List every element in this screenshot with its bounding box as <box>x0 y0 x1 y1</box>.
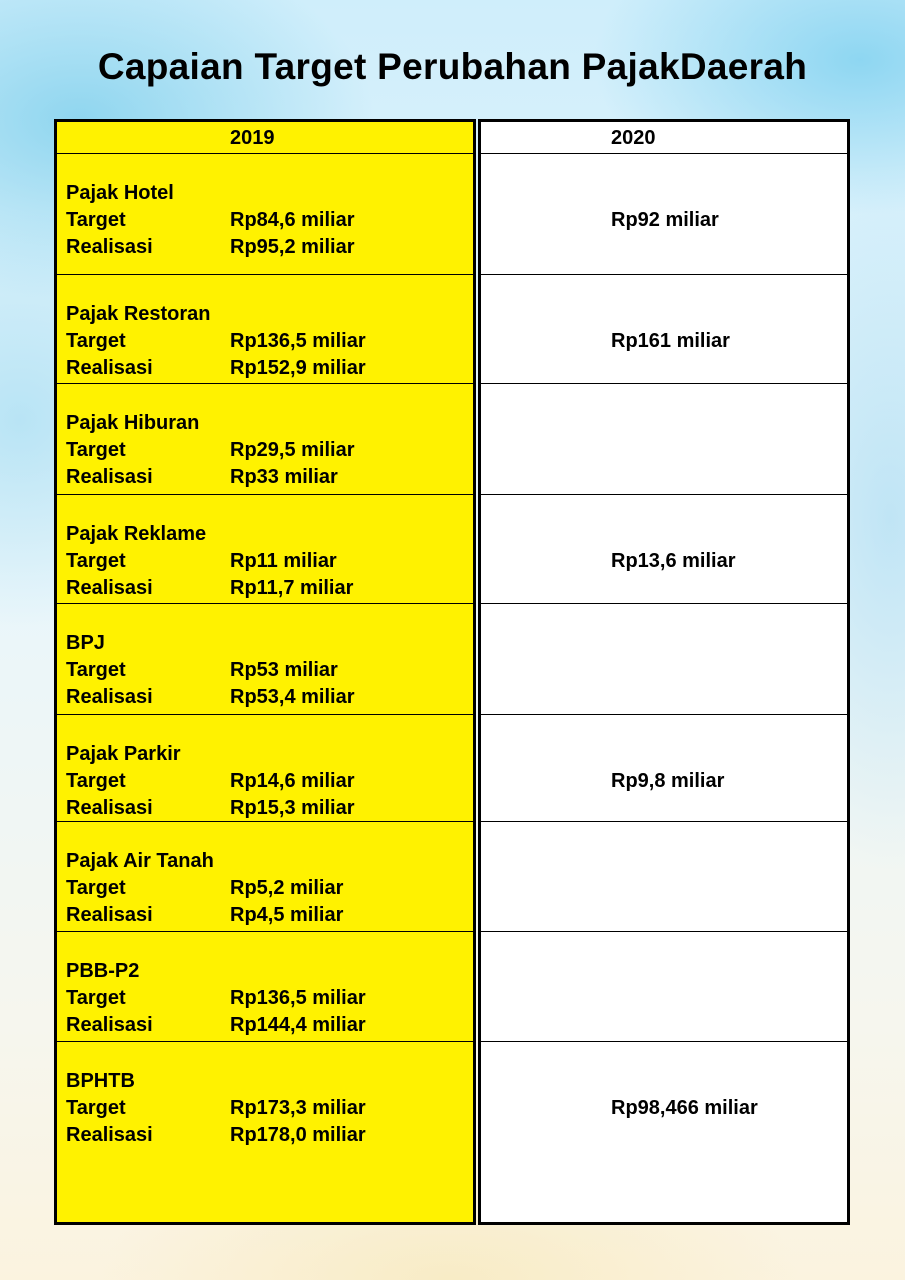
realisasi-row <box>66 465 338 489</box>
target-label: Target <box>66 770 126 792</box>
column-2020 <box>478 119 850 1225</box>
target-value: Rp136,5 miliar <box>230 987 366 1009</box>
column-2019 <box>54 119 476 1225</box>
tax-name: Pajak Parkir <box>66 743 181 765</box>
value-2020: Rp9,8 miliar <box>611 770 725 792</box>
realisasi-row <box>66 1123 366 1147</box>
table-cell-2019 <box>57 932 473 1042</box>
target-value: Rp14,6 miliar <box>230 770 355 792</box>
target-value: Rp173,3 miliar <box>230 1097 366 1119</box>
realisasi-row <box>66 903 343 927</box>
table-cell-2020 <box>481 154 847 275</box>
value-2020: Rp98,466 miliar <box>611 1097 758 1119</box>
target-row <box>66 658 338 682</box>
target-row <box>66 769 355 793</box>
realisasi-row <box>66 356 366 380</box>
realisasi-value: Rp53,4 miliar <box>230 686 355 708</box>
value-2020: Rp13,6 miliar <box>611 550 736 572</box>
target-row <box>66 1096 366 1120</box>
table-cell-2019 <box>57 822 473 932</box>
target-row <box>66 549 337 573</box>
table-cell-2019 <box>57 715 473 822</box>
target-label: Target <box>66 877 126 899</box>
target-row <box>66 329 366 353</box>
tax-name: Pajak Air Tanah <box>66 850 214 872</box>
table-cell-2019 <box>57 384 473 495</box>
realisasi-label: Realisasi <box>66 904 153 926</box>
target-value: Rp136,5 miliar <box>230 330 366 352</box>
target-label: Target <box>66 659 126 681</box>
realisasi-label: Realisasi <box>66 797 153 819</box>
page-title: Capaian Target Perubahan PajakDaerah <box>97 46 808 87</box>
realisasi-value: Rp15,3 miliar <box>230 797 355 819</box>
tax-name: Pajak Hotel <box>66 182 174 204</box>
tax-name: BPHTB <box>66 1070 135 1092</box>
target-label: Target <box>66 209 126 231</box>
realisasi-row <box>66 235 355 259</box>
table-cell-2019 <box>57 495 473 604</box>
target-label: Target <box>66 330 126 352</box>
realisasi-value: Rp95,2 miliar <box>230 236 355 258</box>
realisasi-value: Rp152,9 miliar <box>230 357 366 379</box>
table-cell-2019 <box>57 1042 473 1222</box>
table-cell-2020 <box>481 822 847 932</box>
table-cell-2019 <box>57 154 473 275</box>
target-value: Rp84,6 miliar <box>230 209 355 231</box>
table-cell-2019 <box>57 275 473 384</box>
realisasi-value: Rp11,7 miliar <box>230 577 354 599</box>
realisasi-label: Realisasi <box>66 357 153 379</box>
realisasi-value: Rp33 miliar <box>230 466 338 488</box>
target-label: Target <box>66 550 126 572</box>
table-cell-2019 <box>57 604 473 715</box>
target-row <box>66 208 355 232</box>
table-cell-2020 <box>481 495 847 604</box>
realisasi-label: Realisasi <box>66 236 153 258</box>
realisasi-label: Realisasi <box>66 577 153 599</box>
table-cell-2020 <box>481 1042 847 1222</box>
target-label: Target <box>66 1097 126 1119</box>
realisasi-label: Realisasi <box>66 686 153 708</box>
realisasi-value: Rp4,5 miliar <box>230 904 344 926</box>
target-value: Rp29,5 miliar <box>230 439 355 461</box>
value-2020: Rp92 miliar <box>611 209 719 231</box>
realisasi-label: Realisasi <box>66 466 153 488</box>
table-cell-2020 <box>481 932 847 1042</box>
realisasi-row <box>66 1013 366 1037</box>
realisasi-label: Realisasi <box>66 1014 153 1036</box>
tax-name: PBB-P2 <box>66 960 140 982</box>
table-cell-2020 <box>481 275 847 384</box>
tax-name: Pajak Restoran <box>66 303 211 325</box>
tax-name: Pajak Reklame <box>66 523 207 545</box>
target-value: Rp5,2 miliar <box>230 877 344 899</box>
realisasi-row <box>66 796 355 820</box>
target-label: Target <box>66 439 126 461</box>
realisasi-label: Realisasi <box>66 1124 153 1146</box>
table-cell-2020 <box>481 604 847 715</box>
target-value: Rp53 miliar <box>230 659 338 681</box>
column-header-2019: 2019 <box>57 122 473 154</box>
tax-name: Pajak Hiburan <box>66 412 200 434</box>
realisasi-row <box>66 576 353 600</box>
tax-name: BPJ <box>66 632 105 654</box>
target-row <box>66 986 366 1010</box>
target-value: Rp11 miliar <box>230 550 337 572</box>
column-header-2020: 2020 <box>481 122 847 154</box>
target-row <box>66 876 343 900</box>
table-cell-2020 <box>481 384 847 495</box>
target-label: Target <box>66 987 126 1009</box>
table-cell-2020 <box>481 715 847 822</box>
value-2020: Rp161 miliar <box>611 330 730 352</box>
realisasi-value: Rp144,4 miliar <box>230 1014 366 1036</box>
realisasi-row <box>66 685 355 709</box>
realisasi-value: Rp178,0 miliar <box>230 1124 366 1146</box>
target-row <box>66 438 355 462</box>
